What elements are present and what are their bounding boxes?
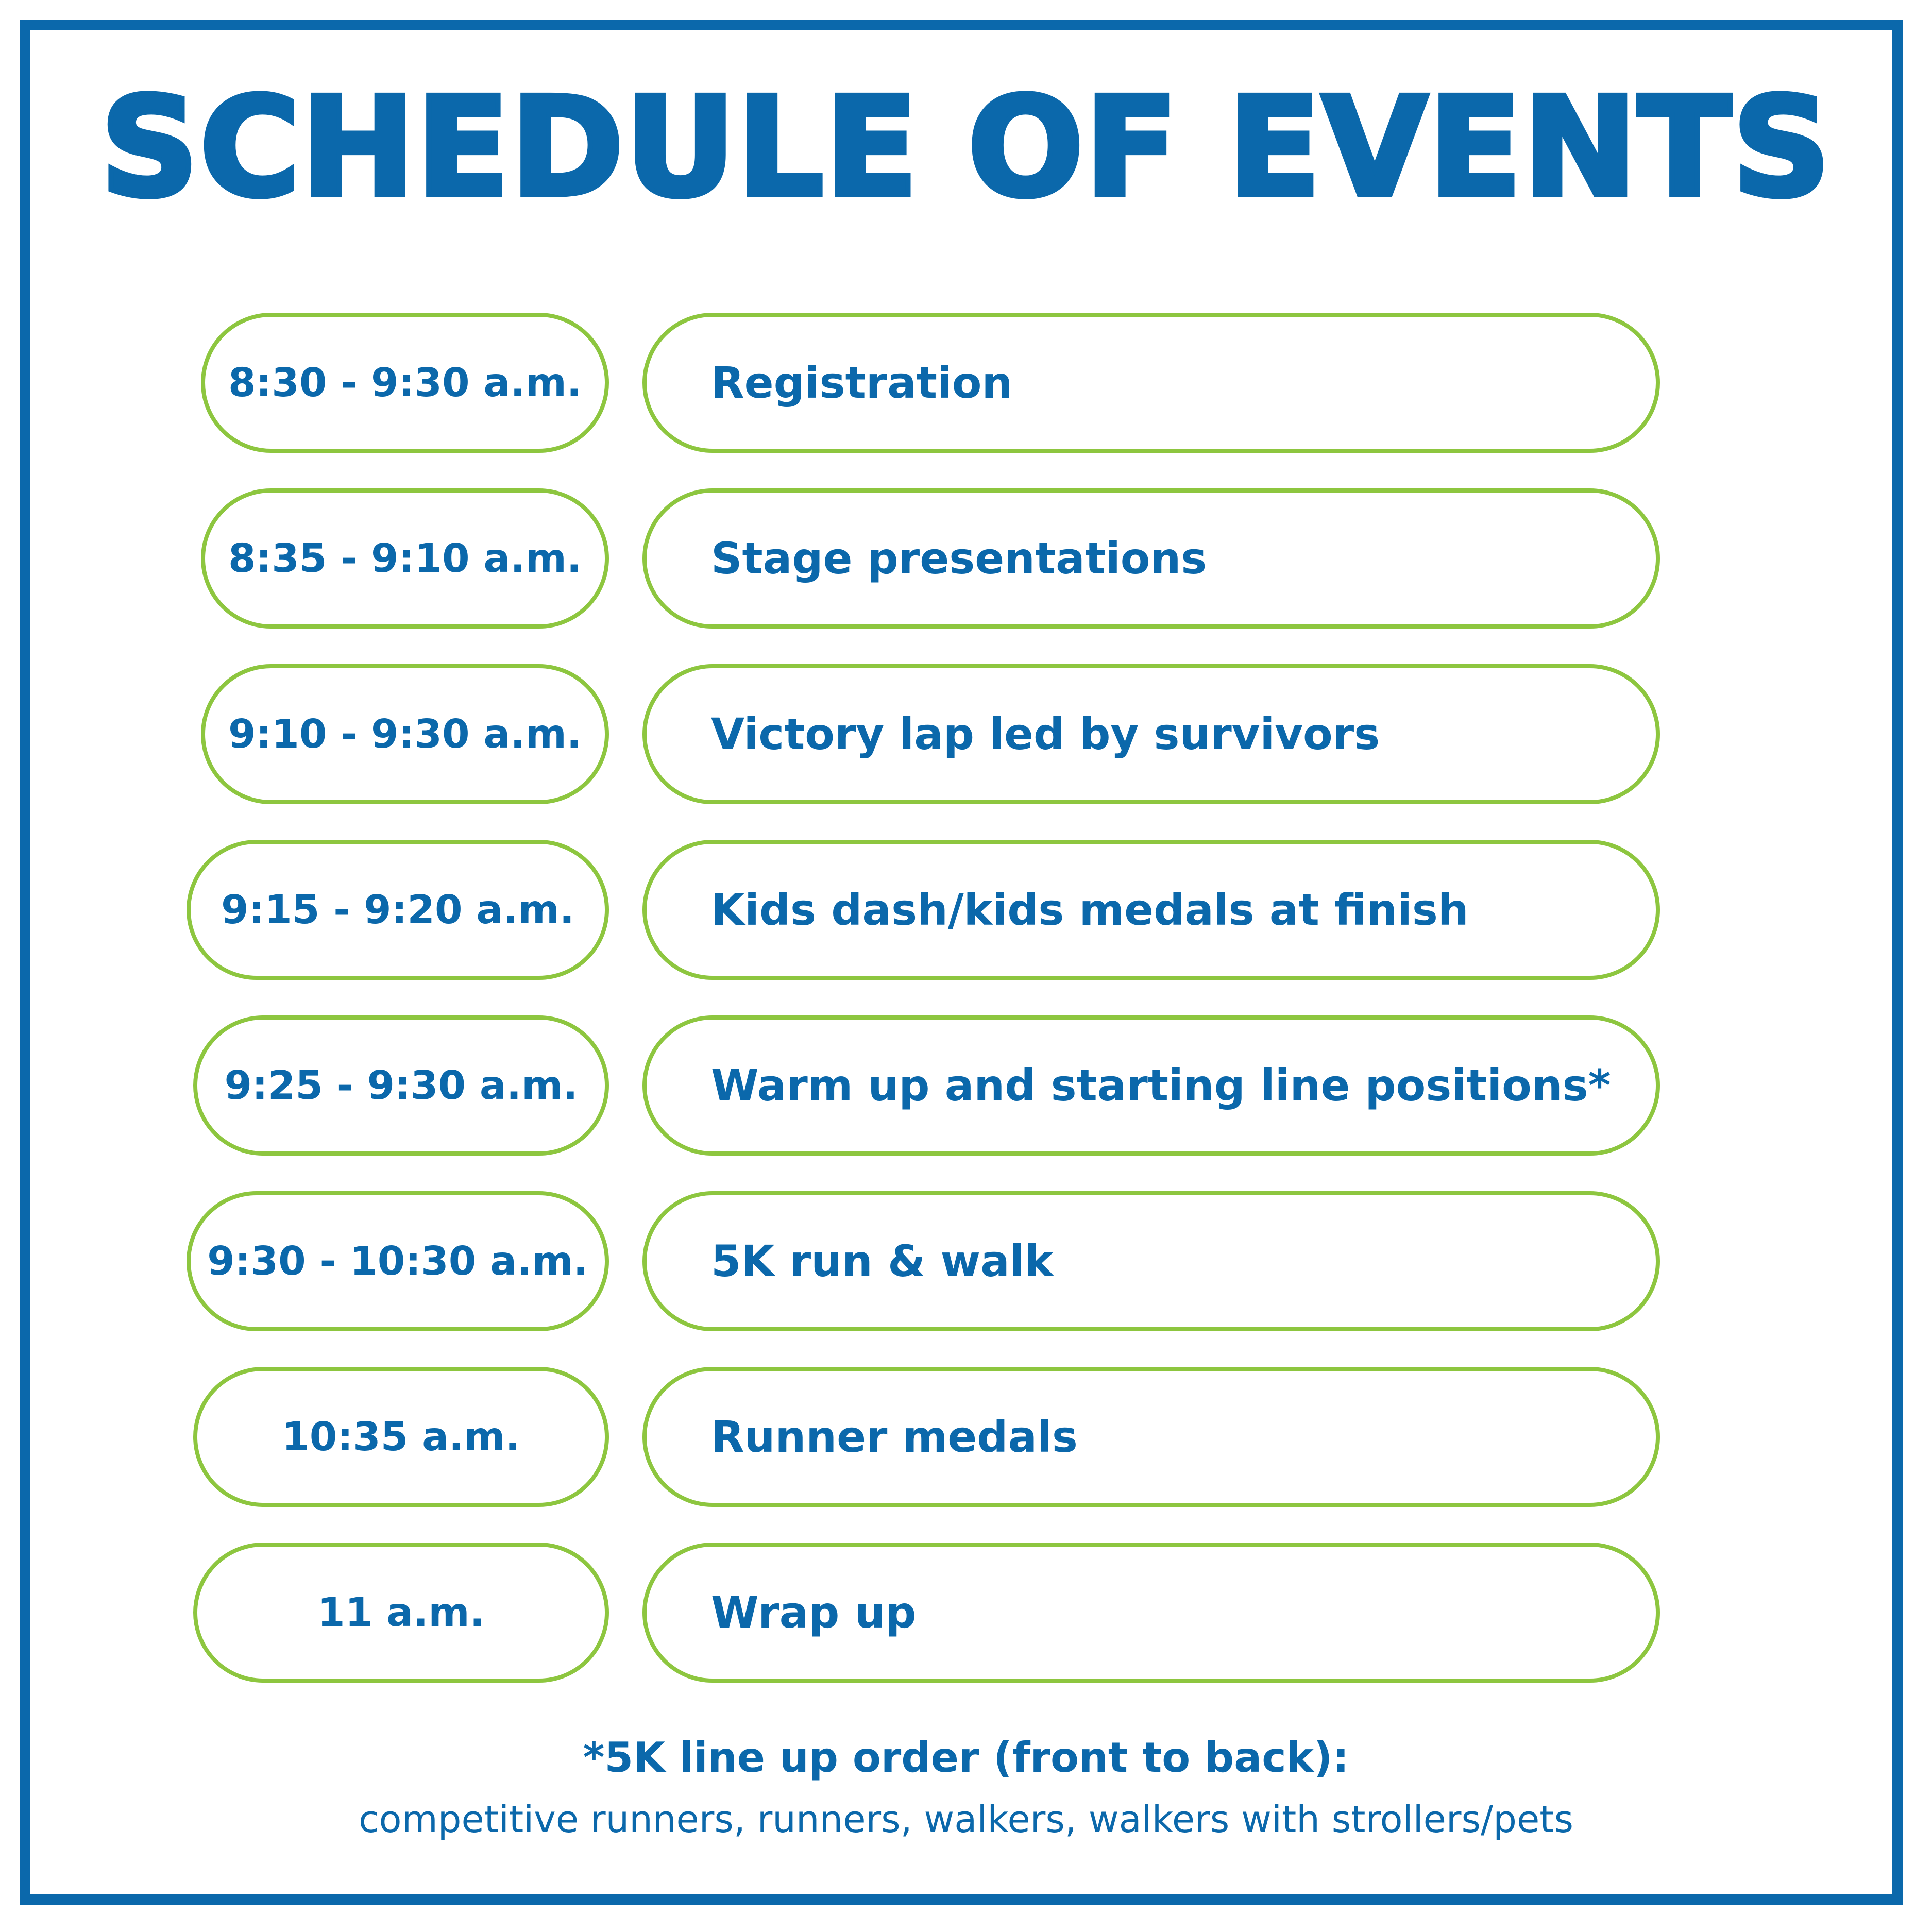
time-label: 9:15 - 9:20 a.m. [221,887,575,933]
event-label: Stage presentations [711,533,1207,584]
time-pill [187,840,609,980]
event-pill [642,1015,1660,1156]
event-pill [642,313,1660,453]
event-pill [642,1543,1660,1683]
event-label: Wrap up [711,1587,917,1638]
event-label: Kids dash/kids medals at finish [711,885,1469,935]
schedule-row [0,1543,1932,1683]
event-pill [642,1367,1660,1507]
event-pill [642,840,1660,980]
schedule-row [0,1191,1932,1331]
schedule-row [0,313,1932,453]
time-label: 11 a.m. [317,1589,485,1636]
event-pill [642,1191,1660,1331]
event-label: Victory lap led by survivors [711,709,1380,759]
time-pill [193,1015,609,1156]
time-label: 9:25 - 9:30 a.m. [224,1062,578,1109]
time-pill [201,488,609,629]
footnote-body: competitive runners, runners, walkers, walkers with strollers/pets [358,1798,1574,1841]
event-pill [642,664,1660,804]
footnote-title: *5K line up order (front to back): [583,1734,1349,1782]
event-label: 5K run & walk [711,1236,1054,1286]
schedule-row [0,1367,1932,1507]
time-pill [187,1191,609,1331]
schedule-row [0,1015,1932,1156]
time-label: 9:30 - 10:30 a.m. [207,1238,588,1284]
event-label: Runner medals [711,1412,1078,1462]
event-label: Warm up and starting line positions* [711,1060,1611,1111]
schedule-row [0,488,1932,629]
page-title: SCHEDULE OF EVENTS [100,69,1832,227]
time-label: 8:30 - 9:30 a.m. [228,360,582,406]
time-pill [201,313,609,453]
time-label: 10:35 a.m. [282,1414,520,1460]
event-label: Registration [711,358,1013,408]
time-pill [193,1367,609,1507]
time-pill [201,664,609,804]
schedule-row [0,840,1932,980]
time-label: 8:35 - 9:10 a.m. [228,535,582,582]
time-label: 9:10 - 9:30 a.m. [228,711,582,757]
schedule-row [0,664,1932,804]
time-pill [193,1543,609,1683]
event-pill [642,488,1660,629]
